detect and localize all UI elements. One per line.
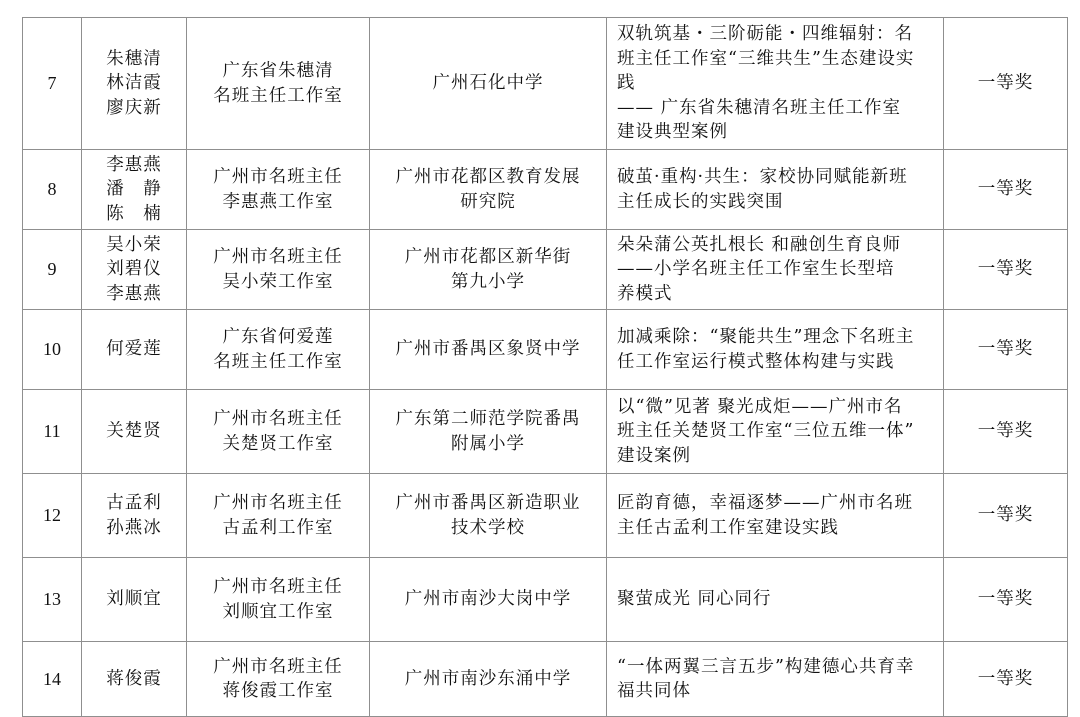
case-title-cell [607,390,944,474]
table-row [23,230,1068,310]
row-number-cell: 11 [23,390,82,474]
author-names-cell [82,18,187,150]
school-name-line: 广州市番禺区象贤中学 [395,339,581,360]
case-title-line: 匠韵育德，幸福逐梦——广州市名班 [617,493,913,513]
table-row [23,642,1068,717]
school-name-cell [370,642,607,717]
studio-name-line: 广州市名班主任 [213,656,343,677]
author-names-cell [82,558,187,642]
studio-name-cell [187,230,370,310]
author-names-line: 陈 楠 [106,203,162,224]
table-row [23,18,1068,150]
author-names-cell [82,310,187,390]
school-name-line: 广东第二师范学院番禺 [395,409,581,429]
studio-name-cell [187,310,370,390]
author-names-line: 古孟利 [106,493,162,513]
case-title-line: 践 [617,73,636,94]
school-name-cell [370,18,607,150]
studio-name-cell [187,642,370,717]
studio-name-line: 关楚贤工作室 [222,433,334,454]
row-number-cell: 9 [23,230,82,310]
studio-name-line: 古孟利工作室 [222,517,334,538]
row-number-cell: 7 [23,18,82,150]
case-title-line: 聚萤成光 同心同行 [617,589,772,610]
row-number-cell: 12 [23,474,82,558]
school-name-cell [370,230,607,310]
studio-name-line: 刘顺宜工作室 [222,601,334,622]
case-title-line: 朵朵蒲公英扎根长 和融创生育良师 [617,234,902,255]
author-names-line: 孙燕冰 [106,517,162,538]
school-name-line: 技术学校 [451,517,525,538]
studio-name-line: 名班主任工作室 [213,85,343,106]
award-level-cell: 一等奖 [944,230,1068,310]
author-names-line: 李惠燕 [106,283,162,304]
case-title-line: 双轨筑基・三阶砺能・四维辐射：名 [617,24,913,45]
case-title-line: 以“微”见著 聚光成炬——广州市名 [617,396,903,417]
case-title-line: —— 广东省朱穗清名班主任工作室 [617,97,902,118]
school-name-line: 第九小学 [451,271,525,292]
school-name-line: 研究院 [460,191,516,212]
author-names-cell [82,230,187,310]
table-row [23,558,1068,642]
author-names-line: 蒋俊霞 [106,668,162,689]
case-title-cell [607,310,944,390]
school-name-line: 广州市南沙大岗中学 [404,589,572,610]
studio-name-cell [187,474,370,558]
case-title-line: 任工作室运行模式整体构建与实践 [617,351,895,372]
case-title-line: 主任古孟利工作室建设实践 [617,517,839,538]
author-names-line: 吴小荣 [106,234,162,255]
case-title-line: 建设典型案例 [617,122,728,143]
school-name-line: 广州石化中学 [432,73,544,94]
case-title-line: ——小学名班主任工作室生长型培 [617,259,895,280]
row-number-cell: 14 [23,642,82,717]
row-number-cell: 10 [23,310,82,390]
author-names-line: 廖庆新 [106,97,162,118]
school-name-line: 广州市花都区教育发展 [395,167,581,187]
case-title-line: 破茧·重构·共生：家校协同赋能新班 [617,167,908,187]
award-level-cell: 一等奖 [944,310,1068,390]
studio-name-line: 广州市名班主任 [213,577,343,597]
studio-name-cell [187,150,370,230]
case-title-line: 建设案例 [617,445,691,466]
case-title-line: 班主任工作室“三维共生”生态建设实 [617,48,915,69]
award-level-cell: 一等奖 [944,642,1068,717]
studio-name-line: 广州市名班主任 [213,167,343,187]
case-title-line: 班主任关楚贤工作室“三位五维一体” [617,421,915,442]
award-level-cell: 一等奖 [944,474,1068,558]
school-name-line: 广州市番禺区新造职业 [395,493,581,513]
row-number-cell: 13 [23,558,82,642]
table-row [23,310,1068,390]
studio-name-line: 广州市名班主任 [213,493,343,513]
case-title-line: “一体两翼三言五步”构建德心共育幸 [617,656,915,677]
author-names-line: 潘 静 [106,179,162,200]
row-number-cell: 8 [23,150,82,230]
author-names-line: 朱穗清 [106,48,162,69]
author-names-cell [82,642,187,717]
case-title-line: 福共同体 [617,681,691,701]
award-level-cell: 一等奖 [944,558,1068,642]
studio-name-line: 广州市名班主任 [213,247,343,267]
school-name-line: 附属小学 [451,433,525,454]
case-title-cell [607,18,944,150]
studio-name-line: 广东省朱穗清 [222,61,334,81]
case-title-cell [607,150,944,230]
author-names-line: 何爱莲 [106,339,162,360]
table-row [23,474,1068,558]
award-level-cell: 一等奖 [944,150,1068,230]
table-row [23,390,1068,474]
school-name-line: 广州市南沙东涌中学 [404,668,572,689]
award-level-cell: 一等奖 [944,390,1068,474]
school-name-cell [370,390,607,474]
author-names-cell [82,390,187,474]
studio-name-cell [187,390,370,474]
school-name-cell [370,150,607,230]
studio-name-line: 广州市名班主任 [213,409,343,429]
author-names-line: 刘碧仪 [106,259,162,280]
table-row [23,150,1068,230]
school-name-line: 广州市花都区新华街 [404,247,572,267]
author-names-line: 刘顺宜 [106,589,162,610]
school-name-cell [370,310,607,390]
studio-name-line: 吴小荣工作室 [222,271,334,292]
school-name-cell [370,558,607,642]
case-title-cell [607,642,944,717]
studio-name-line: 名班主任工作室 [213,351,343,372]
case-title-line: 加减乘除：“聚能共生”理念下名班主 [617,327,915,347]
case-title-cell [607,474,944,558]
studio-name-cell [187,18,370,150]
author-names-line: 关楚贤 [106,421,162,442]
case-title-cell [607,230,944,310]
school-name-cell [370,474,607,558]
case-title-line: 养模式 [617,283,673,304]
author-names-cell [82,150,187,230]
case-title-cell [607,558,944,642]
awards-table [22,17,1068,717]
studio-name-cell [187,558,370,642]
awards-table-body [23,18,1068,717]
studio-name-line: 蒋俊霞工作室 [222,681,334,701]
author-names-cell [82,474,187,558]
author-names-line: 李惠燕 [106,154,162,175]
studio-name-line: 广东省何爱莲 [222,327,334,347]
award-level-cell: 一等奖 [944,18,1068,150]
studio-name-line: 李惠燕工作室 [222,191,334,212]
author-names-line: 林洁霞 [106,73,162,94]
case-title-line: 主任成长的实践突围 [617,191,784,212]
